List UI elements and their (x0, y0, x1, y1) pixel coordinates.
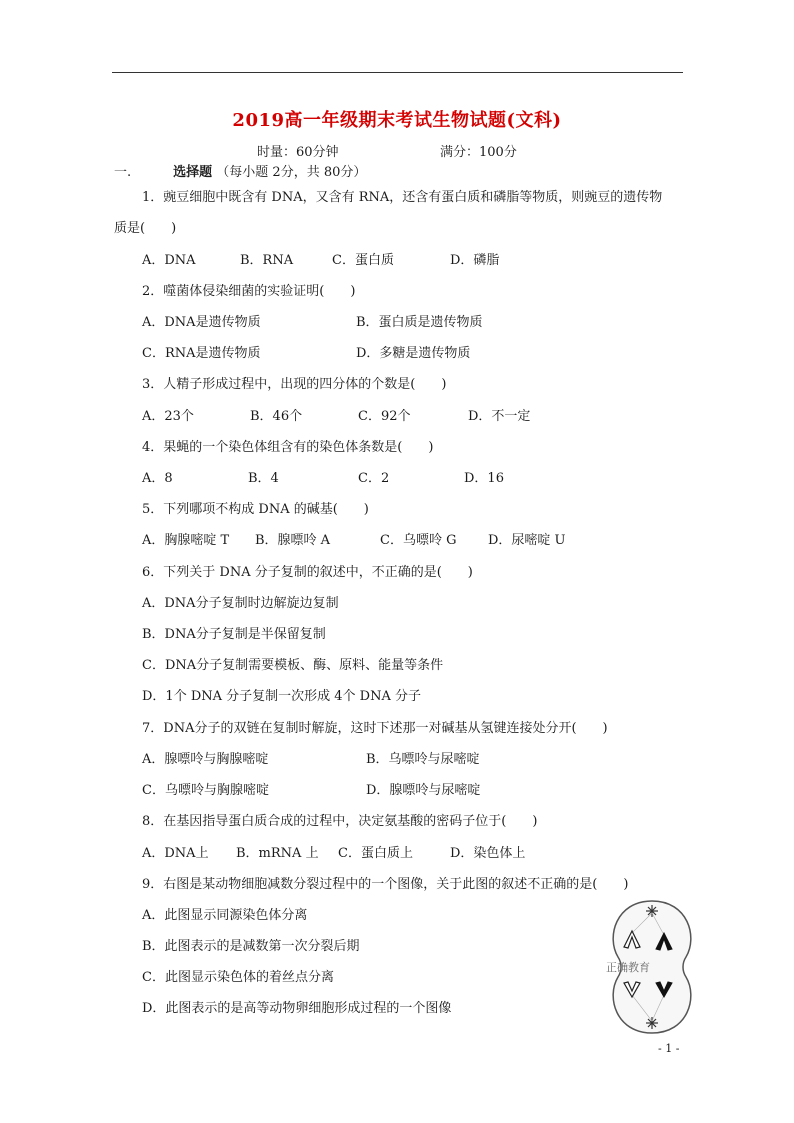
question-5-option-b: B．腺嘌呤 A (255, 533, 331, 548)
question-1-stem-line1: 1．豌豆细胞中既含有 DNA，又含有 RNA，还含有蛋白质和磷脂等物质，则豌豆的遗传物 (142, 190, 663, 205)
question-9-option-a: A．此图显示同源染色体分离 (142, 908, 308, 923)
question-7-option-b: B．乌嘌呤与尿嘧啶 (366, 752, 480, 767)
section-heading (114, 161, 366, 180)
question-9-option-c: C．此图显示染色体的着丝点分离 (142, 970, 334, 985)
question-4-option-d: D．16 (464, 471, 504, 486)
page-number: - 1 - (658, 1042, 680, 1055)
question-2-stem: 2．噬菌体侵染细菌的实验证明( ) (142, 284, 356, 299)
question-1-option-d: D．磷脂 (450, 253, 500, 268)
question-5-stem: 5．下列哪项不构成 DNA 的碱基( ) (142, 502, 369, 517)
question-4-option-a: A．8 (142, 471, 173, 486)
section-number: 一. (114, 165, 132, 180)
question-5-option-d: D．尿嘧啶 U (488, 533, 566, 548)
question-4-option-c: C．2 (358, 471, 390, 486)
question-9-stem: 9．右图是某动物细胞减数分裂过程中的一个图像，关于此图的叙述不正确的是( ) (142, 877, 629, 892)
question-2-option-c: C．RNA是遗传物质 (142, 346, 261, 361)
question-8-option-b: B．mRNA 上 (236, 846, 319, 861)
question-3-option-a: A．23个 (142, 409, 194, 424)
question-7-option-c: C．乌嘌呤与胸腺嘧啶 (142, 783, 269, 798)
exam-time: 时量：60分钟 (257, 145, 339, 160)
question-8-option-a: A．DNA上 (142, 846, 209, 861)
question-3-option-b: B．46个 (250, 409, 303, 424)
question-6-stem: 6．下列关于 DNA 分子复制的叙述中，不正确的是( ) (142, 565, 473, 580)
question-8-stem: 8．在基因指导蛋白质合成的过程中，决定氨基酸的密码子位于( ) (142, 814, 538, 829)
paper-title: 2019高一年级期末考试生物试题(文科) (232, 110, 562, 131)
question-1-option-c: C．蛋白质 (332, 253, 394, 268)
question-3-option-d: D．不一定 (468, 409, 531, 424)
question-9-option-d: D．此图表示的是高等动物卵细胞形成过程的一个图像 (142, 1001, 452, 1016)
question-7-option-d: D．腺嘌呤与尿嘧啶 (366, 783, 481, 798)
question-3-option-c: C．92个 (358, 409, 411, 424)
question-2-option-b: B．蛋白质是遗传物质 (356, 315, 483, 330)
section-note: （每小题 2分，共 80分） (216, 165, 367, 180)
figure-watermark: 正确教育 (606, 961, 650, 974)
header-rule (112, 72, 683, 73)
question-6-option-d: D．1个 DNA 分子复制一次形成 4个 DNA 分子 (142, 689, 421, 704)
question-4-stem: 4．果蝇的一个染色体组含有的染色体条数是( ) (142, 440, 434, 455)
question-8-option-d: D．染色体上 (450, 846, 526, 861)
question-7-option-a: A．腺嘌呤与胸腺嘧啶 (142, 752, 269, 767)
question-8-option-c: C．蛋白质上 (338, 846, 413, 861)
question-1-option-a: A．DNA (142, 253, 196, 268)
question-2-option-d: D．多糖是遗传物质 (356, 346, 471, 361)
question-5-option-c: C．乌嘌呤 G (380, 533, 457, 548)
question-4-option-b: B．4 (248, 471, 279, 486)
question-7-stem: 7．DNA分子的双链在复制时解旋，这时下述那一对碱基从氢键连接处分开( ) (142, 721, 608, 736)
cell-division-figure (596, 897, 708, 1037)
question-5-option-a: A．胸腺嘧啶 T (142, 533, 230, 548)
question-6-option-c: C．DNA分子复制需要模板、酶、原料、能量等条件 (142, 658, 444, 673)
full-score: 满分：100分 (440, 145, 517, 160)
question-6-option-a: A．DNA分子复制时边解旋边复制 (142, 596, 339, 611)
question-6-option-b: B．DNA分子复制是半保留复制 (142, 627, 326, 642)
section-title: 选择题 (173, 165, 213, 180)
question-1-stem-line2: 质是( ) (114, 221, 177, 236)
question-9-option-b: B．此图表示的是减数第一次分裂后期 (142, 939, 360, 954)
question-3-stem: 3．人精子形成过程中，出现的四分体的个数是( ) (142, 377, 447, 392)
question-2-option-a: A．DNA是遗传物质 (142, 315, 261, 330)
question-1-option-b: B．RNA (240, 253, 294, 268)
